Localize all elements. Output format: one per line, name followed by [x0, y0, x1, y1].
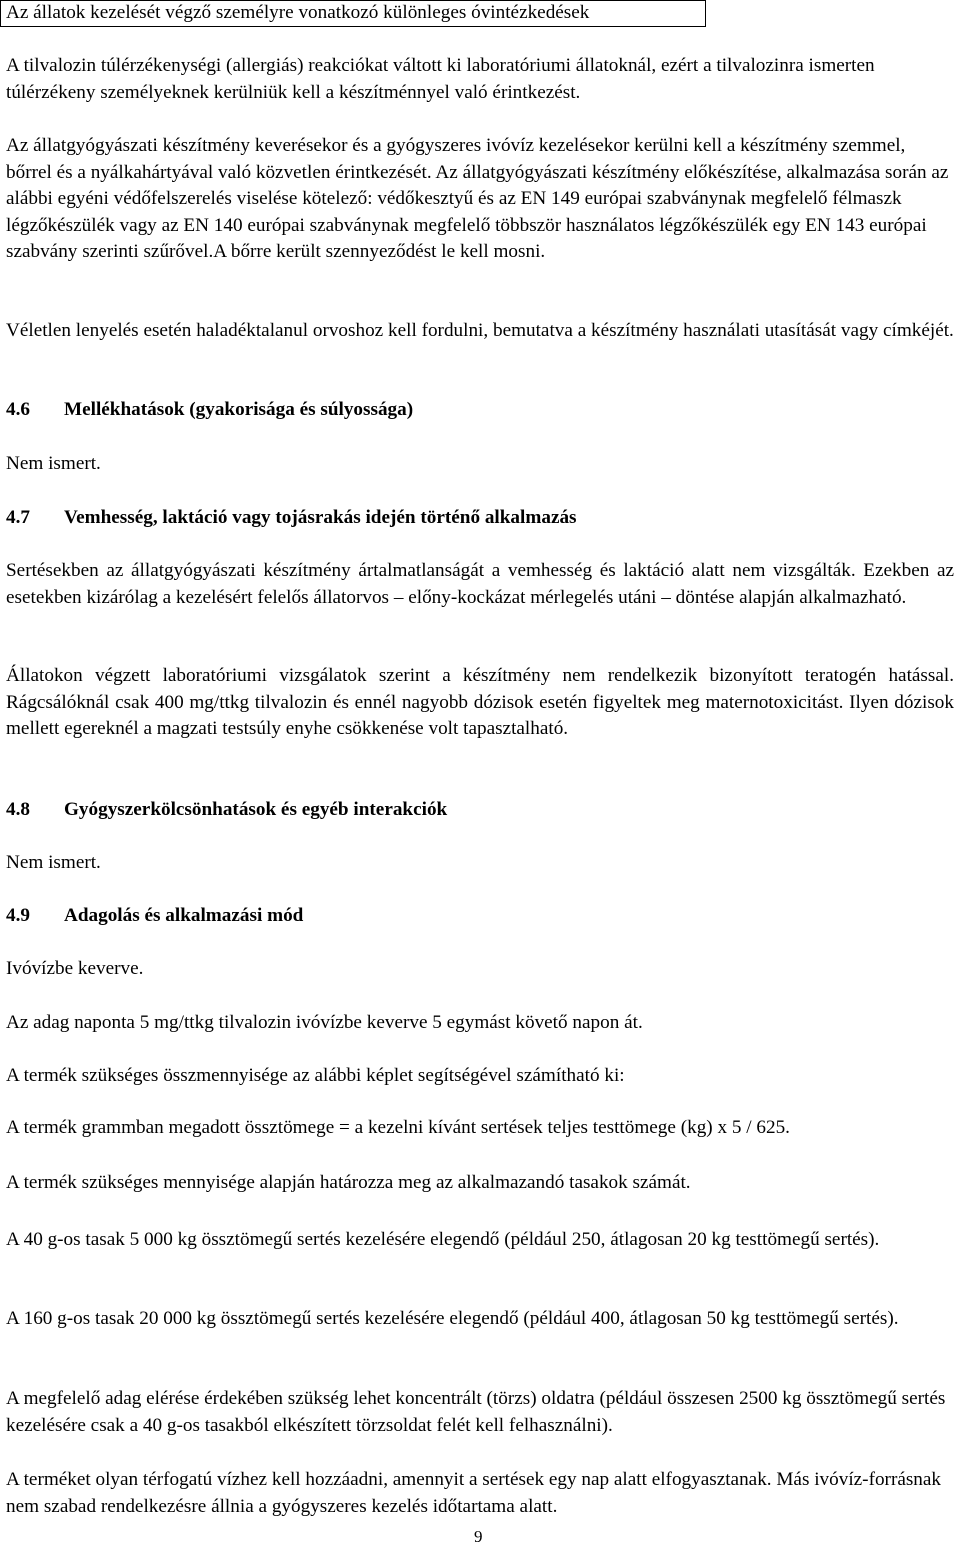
paragraph-handling-precautions: Az állatgyógyászati készítmény keverésekor és a gyógyszeres ivóvíz kezelésekor kerülni kell a készítmény szemmel, bőrrel és a nyálkahártyával való közvetlen érintkezését. Az állatgyógyászati készítmény előkészítése, alkalmazása során az alábbi egyéni védőfelszerelés viselése kötelező: védőkesztyű és az EN 149 európai szabványnak megfelelő félmaszk légzőkészülék vagy az EN 140 európai szabványnak megfelelő többször használatos légzőkészülék egy EN 143 európai szabvány szerinti szűrővel.A bőrre került szennyeződést le kell mosni.: [6, 135, 949, 262]
section-heading-text: Mellékhatások (gyakorisága és súlyossága): [64, 399, 414, 420]
section-heading-4-9: [6, 903, 303, 930]
paragraph-formula: A termék grammban megadott össztömege = a kezelni kívánt sertések teljes testtömege (kg) x 5 / 625.: [6, 1117, 790, 1138]
section-heading-4-6: [6, 397, 413, 424]
section-heading-4-8: [6, 797, 447, 824]
paragraph-ingestion: Véletlen lenyelés esetén haladéktalanul orvoshoz kell fordulni, bemutatva a készítmény használati utasítását vagy címkéjét.: [6, 320, 954, 341]
section-number: 4.6: [6, 399, 30, 420]
section-heading-text: Vemhesség, laktáció vagy tojásrakás idején történő alkalmazás: [64, 507, 577, 528]
paragraph-40g-sachet: A 40 g-os tasak 5 000 kg össztömegű sertés kezelésére elegendő (például 250, átlagosan 20 kg testtömegű sertés).: [6, 1229, 880, 1250]
section-number: 4.8: [6, 799, 30, 820]
paragraph-pregnancy-safety: Sertésekben az állatgyógyászati készítmény ártalmatlanságát a vemhesség és laktáció alatt nem vizsgálták. Ezekben az esetekben kizárólag a kezelésért felelős állatorvos – előny-kockázat mérlegelés utáni – döntése alapján alkalmazható.: [6, 560, 954, 608]
paragraph-adverse-reactions: Nem ismert.: [6, 453, 101, 474]
paragraph-water-volume: A terméket olyan térfogatú vízhez kell hozzáadni, amennyit a sertések egy nap alatt elfogyasztanak. Más ivóvíz-forrásnak nem szabad rendelkezésre állnia a gyógyszeres kezelés időtartama alatt.: [6, 1469, 942, 1517]
section-heading-4-7: [6, 505, 577, 532]
paragraph-dose: Az adag naponta 5 mg/ttkg tilvalozin ivóvízbe keverve 5 egymást követő napon át.: [6, 1012, 643, 1033]
paragraph-sachet-count: A termék szükséges mennyisége alapján határozza meg az alkalmazandó tasakok számát.: [6, 1172, 691, 1193]
paragraph-teratogenicity: Állatokon végzett laboratóriumi vizsgálatok szerint a készítmény nem rendelkezik bizonyított teratogén hatással. Rágcsálóknál csak 400 mg/ttkg tilvalozin és ennél nagyobb dózisok esetén figyeltek meg maternotoxicitást. Ilyen dózisok mellett egereknél a magzati testsúly enyhe csökkenése volt tapasztalható.: [6, 665, 954, 739]
paragraph-hypersensitivity: A tilvalozin túlérzékenységi (allergiás) reakciókat váltott ki laboratóriumi állatoknál, ezért a tilvalozinra ismerten túlérzékeny személyeknek kerülniük kell a készítménnyel való érintkezést.: [6, 55, 875, 103]
paragraph-160g-sachet: A 160 g-os tasak 20 000 kg össztömegű sertés kezelésére elegendő (például 400, átlagosan 50 kg testtömegű sertés).: [6, 1308, 899, 1329]
section-number: 4.7: [6, 507, 30, 528]
page-number: 9: [474, 1527, 483, 1546]
section-number: 4.9: [6, 905, 30, 926]
section-heading-text: Adagolás és alkalmazási mód: [64, 905, 304, 926]
paragraph-total-quantity: A termék szükséges összmennyisége az alábbi képlet segítségével számítható ki:: [6, 1065, 625, 1086]
paragraph-stock-solution: A megfelelő adag elérése érdekében szükség lehet koncentrált (törzs) oldatra (például összesen 2500 kg össztömegű sertés kezelésére csak a 40 g-os tasakból elkészített törzsoldat felét kell felhasználni).: [6, 1388, 946, 1436]
paragraph-interactions: Nem ismert.: [6, 852, 101, 873]
paragraph-route: Ivóvízbe keverve.: [6, 958, 144, 979]
section-heading-text: Gyógyszerkölcsönhatások és egyéb interakciók: [64, 799, 448, 820]
section-title: Az állatok kezelését végző személyre vonatkozó különleges óvintézkedések: [6, 2, 590, 23]
